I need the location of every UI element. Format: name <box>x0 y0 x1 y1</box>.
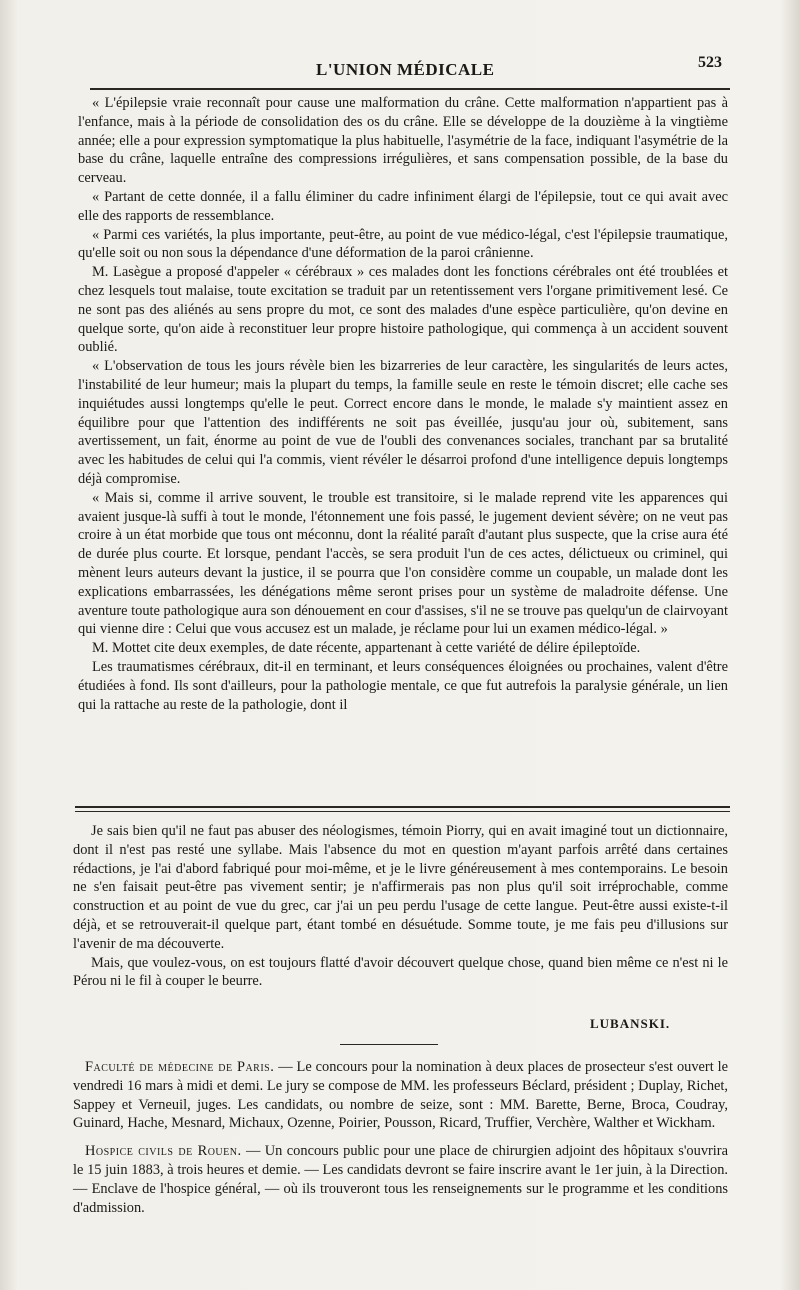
announcement <box>73 1058 728 1133</box>
announcement <box>73 1142 728 1217</box>
paragraph: « L'épilepsie vraie reconnaît pour cause une malformation du crâne. Cette malformation n'appartient pas à l'enfance, mais à la période de consolidation des os du crâne. Elle se développe de la douzième à la vingtième année; elle a pour expression symptomatique la plus habituelle, l'asymétrie de la face, indiquant l'asymétrie de la base du crâne, laquelle entraîne des compressions irrégulières, et sans compensation possible, de la base du cerveau. <box>78 95 728 187</box>
page-number: 523 <box>698 54 722 71</box>
announcement-text: — Un concours public pour une place de chirurgien adjoint des hôpitaux s'ouvrira le 15 juin 1883, à trois heures et demie. — Les candidats devront se faire inscrire avant le 1er juin, à la Direction. — Enclave de l'hospice général, — où ils trouveront tous les renseignements sur le programme et les conditions d'admission. <box>73 1143 728 1216</box>
announcement-heading: Hospice civils de Rouen. <box>85 1143 242 1160</box>
paragraph: « Partant de cette donnée, il a fallu éliminer du cadre infiniment élargi de l'épilepsie, tout ce qui avait avec elle des rapports de ressemblance. <box>78 188 728 224</box>
running-title: L'UNION MÉDICALE <box>316 60 495 79</box>
author-signature: LUBANSKI. <box>590 1016 671 1031</box>
note-paragraph: Je sais bien qu'il ne faut pas abuser des néologismes, témoin Piorry, qui en avait imaginé tout un dictionnaire, dont il n'est pas resté une syllabe. Mais l'absence du mot en question m'ayant parfois arrêté dans certaines rédactions, je l'ai d'abord fabriqué pour moi-même, et je le livre généreusement à mes contemporains. Le besoin ne s'en faisait peut-être pas vivement sentir; je n'affirmerais pas non plus qu'il soit irréprochable, comme construction et au point de vue du grec, car j'ai un peu perdu l'usage de cette langue. Peut-être aussi existe-t-il déjà, et se retrouverait-il quelque part, étant tombé en désuétude. Somme toute, je me fais peu d'illusions sur l'avenir de ma découverte. <box>73 823 728 952</box>
announcement-heading: Faculté de médecine de Paris. <box>85 1059 275 1075</box>
announcements <box>73 1058 728 1226</box>
page-header <box>0 48 800 88</box>
paragraph: « L'observation de tous les jours révèle bien les bizarreries de leur caractère, les singularités de leurs actes, l'instabilité de leur humeur; mais la plupart du temps, la famille seule en reste le témoin discret; elle cache ses inquiétudes aussi longtemps qu'elle le peut. Correct encore dans le monde, le malade s'y maintient assez en équilibre pour que l'attention des indifférents ne soit pas éveillée, jusqu'au jour où, subitement, sans avertissement, un fait, énorme au point de vue de l'oubli des convenances sociales, tranchant par sa brutalité avec les habitudes de celui qui l'a commis, vient révéler le désarroi profond d'une intelligence depuis longtemps déjà compromise. <box>78 358 728 487</box>
note-paragraph: Mais, que voulez-vous, on est toujours flatté d'avoir découvert quelque chose, quand bien même ce n'est ni le Pérou ni le fil à couper le beurre. <box>73 954 728 990</box>
paragraph: Les traumatismes cérébraux, dit-il en terminant, et leurs conséquences éloignées ou prochaines, valent d'être étudiées à fond. Ils sont d'ailleurs, pour la pathologie mentale, ce que fut autrefois la paralysie générale, un lien qui la rattache au reste de la pathologie, dont il <box>78 658 728 713</box>
feuilleton-note <box>73 822 728 991</box>
section-divider <box>75 806 730 812</box>
main-text <box>78 94 728 714</box>
paragraph: « Parmi ces variétés, la plus importante, peut-être, au point de vue médico-légal, c'est l'épilepsie traumatique, qu'elle soit ou non sous la dépendance d'une déformation de la paroi crânienne. <box>78 226 728 262</box>
announcement-text: — Le concours pour la nomination à deux places de prosecteur s'est ouvert le vendredi 16 mars à midi et demi. Le jury se compose de MM. les professeurs Béclard, président ; Duplay, Richet, Sappey et Verneuil, juges. Les candidats, ou nombre de seize, sont : MM. Barette, Berne, Broca, Coudray, Guinard, Hache, Mesnard, Michaux, Ozenne, Poirier, Pousson, Ricard, Truffier, Verchère, Walther et Wickham. <box>73 1059 729 1132</box>
paragraph: M. Mottet cite deux exemples, de date récente, appartenant à cette variété de délire épileptoïde. <box>92 640 641 657</box>
short-divider <box>340 1044 438 1045</box>
paragraph: « Mais si, comme il arrive souvent, le trouble est transitoire, si le malade reprend vite les apparences qui avaient jusque-là suffi à tout le monde, l'étonnement une fois passé, le jugement devient sévère; on ne veut pas croire à un état morbide que tous ont méconnu, dont la réalité paraît d'autant plus suspecte, que la crise aura été de durée plus courte. Et lorsque, pendant l'accès, se sera produit l'un de ces actes, délictueux ou criminel, qui mènent leurs auteurs devant la justice, il se pourra que l'on considère comme un coupable, un malade dont les explications embarrassées, les dénégations même seront prises pour un système de maladroite défense. Une aventure toute pathologique aura son dénouement en cour d'assises, s'il ne se trouve pas quelqu'un de clairvoyant qui vienne dire : Celui que vous accusez est un malade, je réclame pour lui un examen médico-légal. » <box>78 489 728 638</box>
paragraph: M. Lasègue a proposé d'appeler « cérébraux » ces malades dont les fonctions cérébrales ont été troublées et chez lesquels tout malaise, toute excitation se traduit par un retentissement vers l'organe primitivement lesé. Ce ne sont pas des aliénés au sens propre du mot, ce sont des malades d'une espèce particulière, qu'on devine en quelque sorte, qu'on aide à reconstituer leur propre histoire pathologique, qui commença à un accident souvent oublié. <box>78 264 728 356</box>
header-rule <box>90 88 730 90</box>
